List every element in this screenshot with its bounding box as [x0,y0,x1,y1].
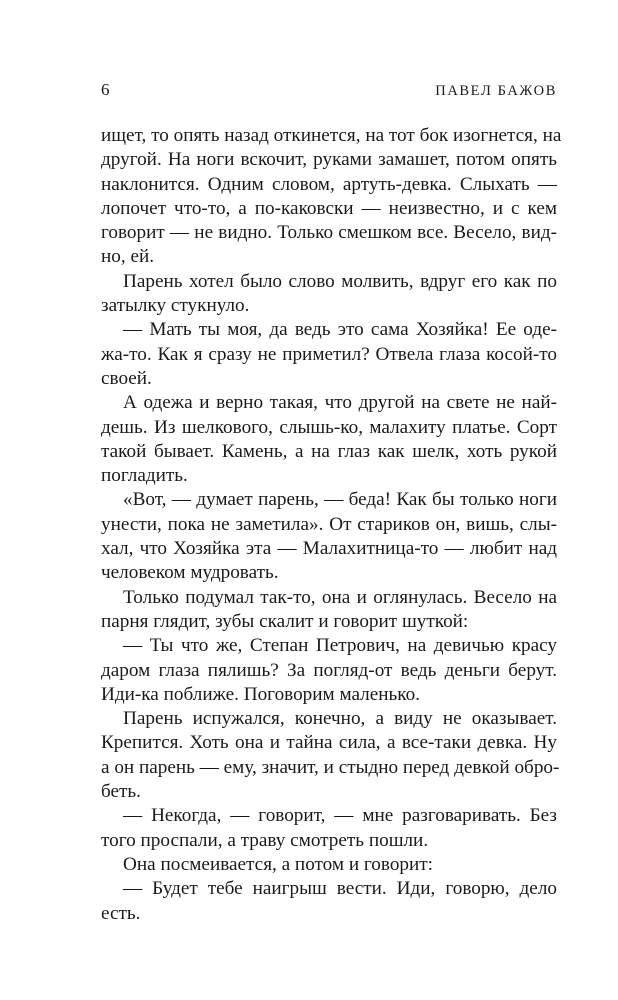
text-line: Она посмеивается, а потом и говорит: [123,853,433,875]
text-line: беть. [101,781,141,803]
text-line: но, ей. [101,246,155,268]
text-line: погладить. [101,465,188,487]
text-line: унести, пока не заметила». От стариков он, вишь, слы- [101,513,557,535]
text-line: Парень испужался, конечно, а виду не оказывает. [123,708,557,730]
text-line: другой. На ноги вскочит, руками замашет, потом опять [101,149,557,171]
text-line: жа-то. Как я сразу не приметил? Отвела глаза косой-то [101,343,557,365]
text-line: затылку стукнуло. [101,295,250,317]
text-line: — Ты что же, Степан Петрович, на девичью красу [123,635,557,657]
page-header [101,80,557,102]
text-line: парня глядит, зубы скалит и говорит шуткой: [101,610,469,632]
text-line: лопочет что-то, а по-каковски — неизвестно, и с кем [101,197,557,219]
text-line: — Мать ты моя, да ведь это сама Хозяйка! Ее оде- [123,319,557,341]
text-line: такой бывает. Камень, а на глаз как шелк, хоть рукой [101,440,557,462]
text-line: а он парень — ему, значит, и стыдно перед девкой обро- [101,756,560,778]
text-line: человеком мудровать. [101,562,279,584]
text-line: «Вот, — думает парень, — беда! Как бы только ноги [123,489,557,511]
text-line: Крепится. Хоть она и тайна сила, а все-таки девка. Ну [101,732,557,754]
text-line: наклонится. Одним словом, артуть-девка. Слыхать — [101,173,557,195]
text-line: Только подумал так-то, она и оглянулась. Весело на [123,586,557,608]
text-line: ищет, то опять назад откинется, на тот бок изогнется, на [101,125,562,146]
text-line: своей. [101,367,152,389]
running-head-author: ПАВЕЛ БАЖОВ [435,83,557,99]
page-number: 6 [101,80,110,99]
text-line: даром глаза пялишь? За погляд-от ведь деньги берут. [101,659,557,681]
text-line: говорит — не видно. Только смешком все. Весело, вид- [101,222,557,244]
text-line: — Некогда, — говорит, — мне разговаривать. Без [123,805,557,827]
body-text [101,124,562,926]
text-line: есть. [101,902,141,924]
text-line: А одежа и верно такая, что другой на свете не най- [123,392,557,414]
text-line: Парень хотел было слово молвить, вдруг его как по [123,270,557,292]
text-line: Иди-ка поближе. Поговорим маленько. [101,683,421,705]
text-line: того проспали, а траву смотреть пошли. [101,829,429,851]
text-line: — Будет тебе наигрыш вести. Иди, говорю, дело [123,878,557,900]
text-line: дешь. Из шелкового, слышь-ко, малахиту платье. Сорт [101,416,557,438]
text-line: хал, что Хозяйка эта — Малахитница-то — любит над [101,538,557,560]
